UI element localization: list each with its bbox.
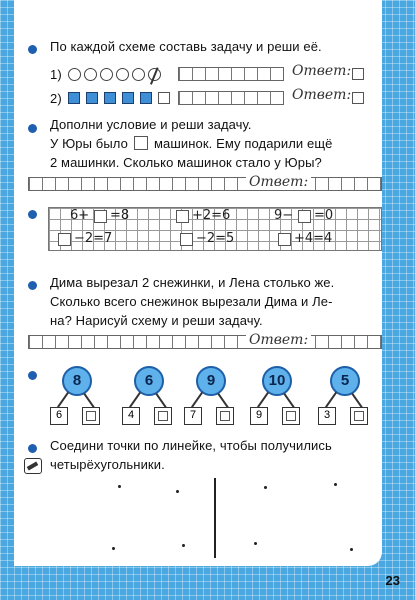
- equation: =8: [110, 208, 130, 223]
- equation-box[interactable]: [94, 210, 107, 223]
- dot[interactable]: [264, 486, 267, 489]
- scheme-circle: [132, 68, 145, 81]
- equation: −2=5: [196, 231, 235, 246]
- scheme-square-filled: [140, 92, 152, 104]
- inner-box: [220, 411, 230, 421]
- branch-line: [325, 392, 337, 408]
- dot[interactable]: [182, 544, 185, 547]
- equation-box[interactable]: [176, 210, 189, 223]
- task2-line2b: машинок. Ему подарили ещё: [154, 136, 333, 151]
- equation-box[interactable]: [58, 233, 71, 246]
- task2-line1: Дополни условие и реши задачу.: [50, 117, 252, 132]
- branch-line: [191, 392, 203, 408]
- bullet: [28, 281, 37, 290]
- scheme-square-empty: [158, 92, 170, 104]
- inner-box: [354, 411, 364, 421]
- equation: =0: [314, 208, 334, 223]
- bullet: [28, 124, 37, 133]
- answer-label: Ответ:: [246, 174, 311, 190]
- equation-box[interactable]: [278, 233, 291, 246]
- equation: 6+: [70, 208, 90, 223]
- left-number: 7: [184, 407, 202, 425]
- task6-line2: четырёхугольники.: [50, 457, 165, 472]
- left-number: 6: [50, 407, 68, 425]
- dot[interactable]: [350, 548, 353, 551]
- top-number: 5: [330, 366, 360, 396]
- equation: +4=4: [294, 231, 333, 246]
- left-number: 9: [250, 407, 268, 425]
- scheme-square-filled: [68, 92, 80, 104]
- left-number: 3: [318, 407, 336, 425]
- row2-label: 2): [50, 91, 62, 106]
- divider-line: [214, 478, 216, 558]
- bullet: [28, 210, 37, 219]
- answer-label: Ответ:: [292, 87, 352, 103]
- scheme-square-filled: [104, 92, 116, 104]
- dot[interactable]: [118, 485, 121, 488]
- task6-line1: Соедини точки по линейке, чтобы получились: [50, 438, 332, 453]
- top-number: 9: [196, 366, 226, 396]
- equation: 9−: [274, 208, 294, 223]
- top-number: 6: [134, 366, 164, 396]
- branch-line: [57, 392, 69, 408]
- solution-row[interactable]: [28, 177, 382, 191]
- solution-cells[interactable]: [178, 91, 284, 105]
- branch-line: [257, 392, 269, 408]
- task4-line2: Сколько всего снежинок вырезали Дима и Ле-: [50, 294, 333, 309]
- ruler-icon: [24, 458, 42, 474]
- inner-box: [286, 411, 296, 421]
- equation-box[interactable]: [298, 210, 311, 223]
- scheme-circle: [100, 68, 113, 81]
- equation-box[interactable]: [180, 233, 193, 246]
- inner-box: [86, 411, 96, 421]
- task2-line3: 2 машинки. Сколько машинок стало у Юры?: [50, 155, 322, 170]
- top-number: 8: [62, 366, 92, 396]
- scheme-circle: [116, 68, 129, 81]
- dot[interactable]: [254, 542, 257, 545]
- row1-label: 1): [50, 67, 62, 82]
- dot[interactable]: [334, 483, 337, 486]
- equation: −2=7: [74, 231, 113, 246]
- answer-box[interactable]: [352, 92, 364, 104]
- page-number: 23: [385, 573, 400, 588]
- task4-line3: на? Нарисуй схему и реши задачу.: [50, 313, 263, 328]
- workbook-page: [14, 0, 382, 566]
- dot[interactable]: [176, 490, 179, 493]
- task4-line1: Дима вырезал 2 снежинки, и Лена столько же.: [50, 275, 335, 290]
- answer-label: Ответ:: [246, 332, 311, 348]
- solution-cells[interactable]: [178, 67, 284, 81]
- fill-in-box[interactable]: [134, 136, 148, 150]
- bullet: [28, 371, 37, 380]
- bullet: [28, 444, 37, 453]
- top-number: 10: [262, 366, 292, 396]
- answer-box[interactable]: [352, 68, 364, 80]
- left-number: 4: [122, 407, 140, 425]
- bullet: [28, 45, 37, 54]
- scheme-square-filled: [86, 92, 98, 104]
- scheme-square-filled: [122, 92, 134, 104]
- equation: +2=6: [192, 208, 231, 223]
- branch-line: [129, 392, 141, 408]
- answer-label: Ответ:: [292, 63, 352, 79]
- scheme-circle: [84, 68, 97, 81]
- task2-line2a: У Юры было: [50, 136, 128, 151]
- task1-text: По каждой схеме составь задачу и реши её.: [50, 39, 322, 54]
- scheme-circle: [68, 68, 81, 81]
- inner-box: [158, 411, 168, 421]
- solution-row[interactable]: [28, 335, 382, 349]
- dot[interactable]: [112, 547, 115, 550]
